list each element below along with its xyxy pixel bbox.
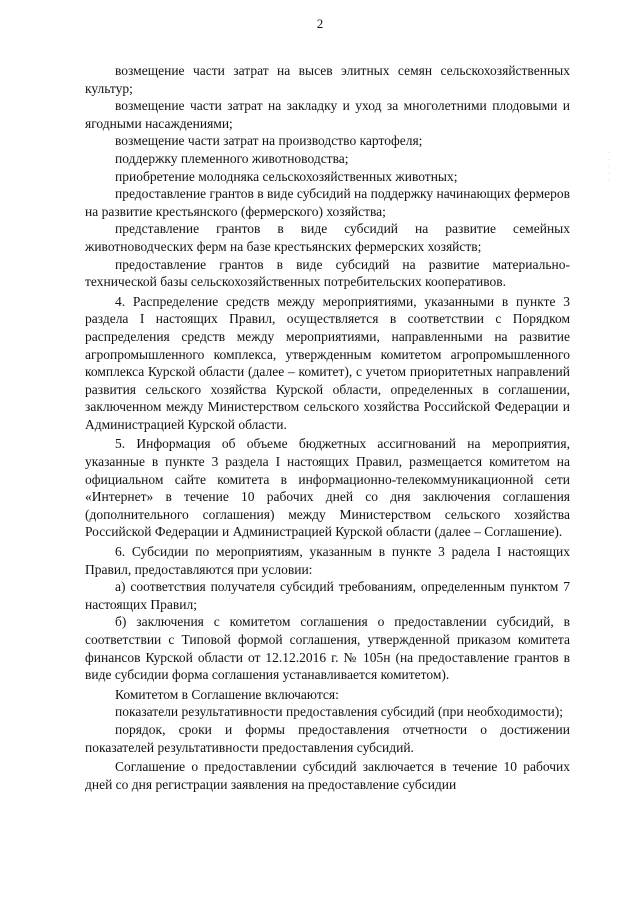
- paragraph: возмещение части затрат на производство картофеля;: [115, 133, 423, 149]
- paragraph: возмещение части затрат на высев элитных семян сельскохозяйственных культур;: [85, 63, 570, 96]
- paragraph: показатели результативности предоставления субсидий (при необходимости);: [115, 704, 564, 720]
- paragraph: б) заключения с комитетом соглашения о предоставлении субсидий, в соответствии с Типовой формой соглашения, утвержденной приказом комитета финансов Курской области от 12.12.2016 г. № 105н (на предоставление грантов в виде субсидии форма соглашения устанавливается комитетом).: [85, 614, 570, 683]
- paragraph: 5. Информация об объеме бюджетных ассигнований на мероприятия, указанные в пункте 3 раздела I настоящих Правил, размещается комитетом на официальном сайте комитета в информационно-телекоммуникационной сети «Интернет» в течение 10 рабочих дней со дня заключения соглашения (дополнительного соглашения) между Министерством сельского хозяйства Российской Федерации и Администрацией Курской области (далее – Соглашение).: [85, 436, 570, 540]
- paragraph: 4. Распределение средств между мероприятиями, указанными в пункте 3 раздела I настоящих Правил, осуществляется в соответствии с Порядком распределения средств между мероприятиями, направленными на развитие агропромышленного комплекса, утвержденным комитетом агропромышленного комплекса Курской области (далее – комитет), с учетом приоритетных направлений развития сельского хозяйства Курской области, определенных в соглашении, заключенном между Министерством сельского хозяйства Российской Федерации и Администрацией Курской области.: [85, 293, 570, 432]
- paragraph: а) соответствия получателя субсидий требованиям, определенным пунктом 7 настоящих Правил;: [85, 579, 570, 612]
- paragraph: порядок, сроки и формы предоставления отчетности о достижении показателей результативности предоставления субсидий.: [85, 721, 570, 755]
- paragraph: возмещение части затрат на закладку и уход за многолетними плодовыми и ягодными насаждениями;: [85, 98, 570, 131]
- paragraph: 6. Субсидии по мероприятиям, указанным в пункте 3 радела I настоящих Правил, предоставляются при условии:: [85, 544, 570, 577]
- paragraph: представление грантов в виде субсидий на развитие семейных животноводческих ферм на базе крестьянских фермерских хозяйств;: [85, 221, 570, 254]
- paragraph: предоставление грантов в виде субсидий на поддержку начинающих фермеров на развитие крестьянского (фермерского) хозяйства;: [85, 186, 570, 219]
- paragraph: предоставление грантов в виде субсидий на развитие материально-технической базы сельскохозяйственных потребительских кооперативов.: [85, 256, 570, 290]
- document-body: [85, 62, 570, 793]
- paragraph: Соглашение о предоставлении субсидий заключается в течение 10 рабочих дней со дня регистрации заявления на предоставление субсидии: [85, 759, 570, 792]
- page-number: 2: [316, 16, 324, 31]
- margin-scan-marks: · · · · ·: [608, 150, 610, 184]
- paragraph: приобретение молодняка сельскохозяйственных животных;: [115, 168, 458, 184]
- paragraph: поддержку племенного животноводства;: [115, 150, 349, 166]
- paragraph: Комитетом в Соглашение включаются:: [115, 686, 339, 702]
